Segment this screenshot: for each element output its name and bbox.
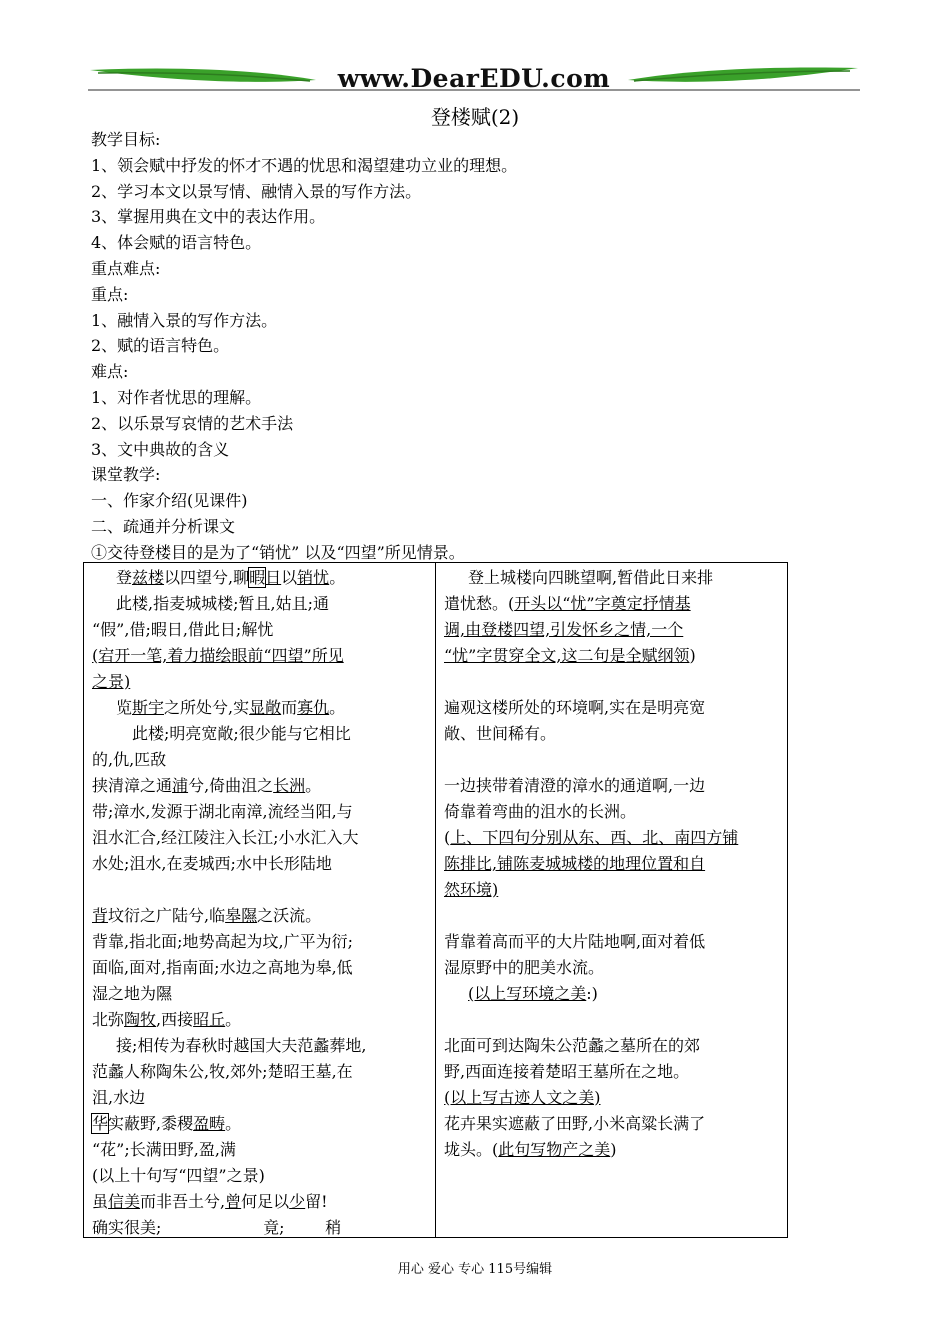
commentary-line: (以上写古迹人文之美)	[444, 1088, 601, 1107]
outline-line: 1、领会赋中抒发的怀才不遇的忧思和渴望建功立业的理想。	[91, 155, 518, 175]
verse-line: 览斯宇之所处兮,实显敞而寡仇。	[116, 698, 346, 717]
outline-line: 3、掌握用典在文中的表达作用。	[91, 207, 326, 227]
annotation-line: 确实很美; 竟; 稍	[92, 1218, 342, 1237]
commentary-line: (以上写环境之美:)	[468, 984, 598, 1003]
commentary-line: “忧”字贯穿全文,这二句是全赋纲领)	[444, 646, 696, 665]
translation-line: 遍观这楼所处的环境啊,实在是明亮宽	[444, 698, 706, 717]
annotation-line: 带;漳水,发源于湖北南漳,流经当阳,与	[92, 802, 353, 821]
annotation-line: 面临,面对,指南面;水边之高地为皋,低	[92, 958, 353, 977]
outline-line: 1、对作者忧思的理解。	[91, 387, 262, 407]
column-divider	[435, 563, 436, 1237]
outline-line: 1、融情入景的写作方法。	[91, 310, 278, 330]
annotation-line: 湿之地为隰	[92, 984, 173, 1003]
blank-line	[444, 903, 784, 929]
blank-line	[444, 669, 784, 695]
verse-line: 北弥陶牧,西接昭丘。	[92, 1010, 242, 1029]
annotation-line: “假”,借;暇日,借此日;解忧	[92, 620, 274, 639]
outline-line: 2、以乐景写哀情的艺术手法	[91, 413, 294, 433]
translation-line: 花卉果实遮蔽了田野,小米高粱长满了	[444, 1114, 706, 1133]
translation-line: 倚靠着弯曲的沮水的长洲。	[444, 802, 637, 821]
translation-line: 北面可到达陶朱公范蠡之墓所在的郊	[444, 1036, 701, 1055]
verse-line: 虽信美而非吾土兮,曾何足以少留!	[92, 1192, 328, 1211]
translation-column	[444, 565, 784, 1163]
verse-line: 背坟衍之广陆兮,临皋隰之沃流。	[92, 906, 322, 925]
translation-line: 野,西面连接着楚昭王墓所在之地。	[444, 1062, 690, 1081]
annotation-line: 的,仇,匹敌	[92, 750, 167, 769]
page-footer: 用心 爱心 专心 115号编辑	[397, 1262, 553, 1277]
site-banner	[88, 60, 860, 96]
outline-line: 2、赋的语言特色。	[91, 336, 230, 356]
document-title: 登楼赋(2)	[430, 105, 520, 129]
outline-line: 2、学习本文以景写情、融情入景的写作方法。	[91, 181, 422, 201]
annotation-line: 沮,水边	[92, 1088, 146, 1107]
annotation-line: 接;相传为春秋时越国大夫范蠡葬地,	[116, 1036, 367, 1055]
commentary-line: 调,由登楼四望,引发怀乡之情,一个	[444, 620, 684, 639]
outline-line: 二、疏通并分析课文	[91, 516, 236, 536]
annotation-line: “花”;长满田野,盈,满	[92, 1140, 236, 1159]
translation-line: 敞、世间稀有。	[444, 724, 557, 743]
annotation-line: 此楼;明亮宽敞;很少能与它相比	[132, 724, 351, 743]
blank-line	[92, 877, 432, 903]
site-logo-text: www.DearEDU.com	[337, 64, 611, 93]
commentary-line: 然环境)	[444, 880, 499, 899]
verse-line: 华实蔽野,黍稷盈畴。	[92, 1114, 242, 1133]
translation-line: 湿原野中的肥美水流。	[444, 958, 605, 977]
translation-line: 遣忧愁。(开头以“忧”字奠定抒情基	[444, 594, 691, 613]
blank-line	[444, 747, 784, 773]
annotation-line: 沮水汇合,经江陵注入长江;小水汇入大	[92, 828, 359, 847]
commentary-line: (上、下四句分别从东、西、北、南四方铺	[444, 828, 739, 847]
commentary-line: (以上十句写“四望”之景)	[92, 1166, 265, 1185]
blank-line	[444, 1007, 784, 1033]
commentary-line: 陈排比,铺陈麦城城楼的地理位置和自	[444, 854, 706, 873]
commentary-line: (宕开一笔,着力描绘眼前“四望”所见	[92, 646, 344, 665]
lesson-outline	[91, 127, 851, 566]
outline-line: 重点难点:	[91, 258, 161, 278]
verse-line: 挟清漳之通浦兮,倚曲沮之长洲。	[92, 776, 322, 795]
outline-line: 3、文中典故的含义	[91, 439, 230, 459]
outline-line: 重点:	[91, 284, 129, 304]
outline-line: 课堂教学:	[91, 465, 161, 485]
commentary-line: 之景)	[92, 672, 131, 691]
verse-line: 登兹楼以四望兮,聊暇日以销忧。	[116, 568, 346, 587]
annotation-line: 背靠,指北面;地势高起为坟,广平为衍;	[92, 932, 353, 951]
translation-line: 背靠着高而平的大片陆地啊,面对着低	[444, 932, 706, 951]
annotation-line: 此楼,指麦城城楼;暂且,姑且;通	[116, 594, 329, 613]
annotation-line: 范蠡人称陶朱公,牧,郊外;楚昭王墓,在	[92, 1062, 353, 1081]
outline-line: 4、体会赋的语言特色。	[91, 233, 262, 253]
outline-line: 难点:	[91, 362, 129, 382]
original-text-column	[92, 565, 432, 1241]
outline-line: 教学目标:	[91, 130, 161, 149]
outline-line: ①交待登楼目的是为了“销忧” 以及“四望”所见情景。	[91, 542, 465, 562]
outline-line: 一、作家介绍(见课件)	[91, 491, 248, 511]
translation-line: 垅头。(此句写物产之美)	[444, 1140, 617, 1159]
translation-line: 一边挟带着清澄的漳水的通道啊,一边	[444, 776, 706, 795]
translation-line: 登上城楼向四眺望啊,暂借此日来排	[468, 568, 714, 587]
annotation-table	[83, 562, 788, 1238]
annotation-line: 水处;沮水,在麦城西;水中长形陆地	[92, 854, 332, 873]
